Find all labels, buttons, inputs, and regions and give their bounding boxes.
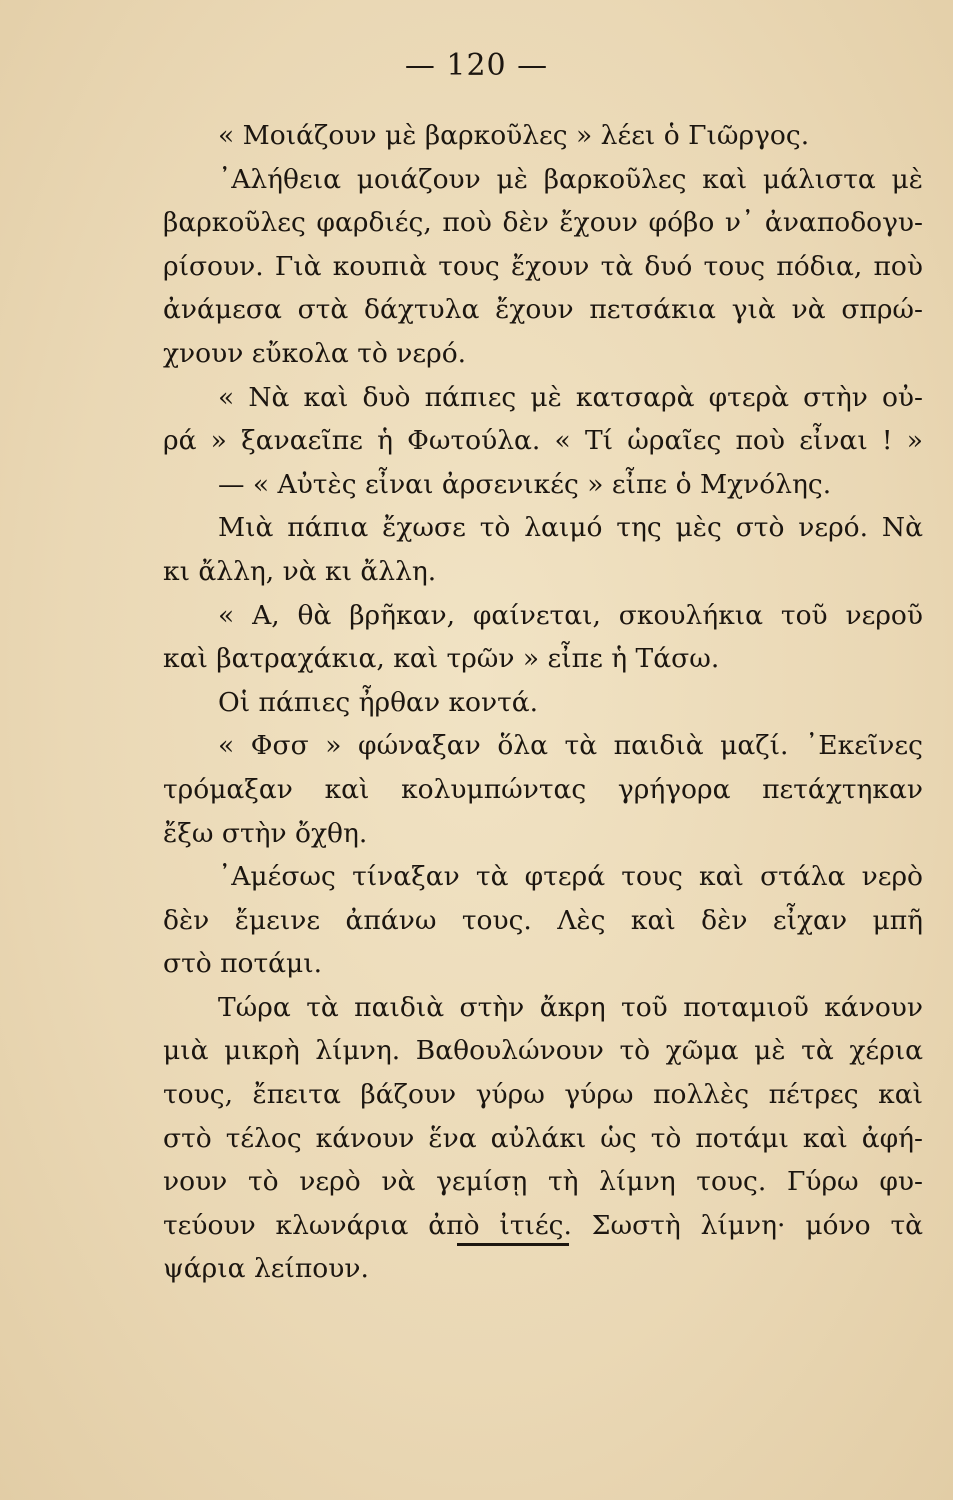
text-line: ἀνάμεσα στὰ δάχτυλα ἔχουν πετσάκια γιὰ νὰ σπρώ- [163,294,923,326]
text-line: δὲν ἔμεινε ἀπάνω τους. Λὲς καὶ δὲν εἶχαν μπῆ [163,904,923,936]
text-line: ρά » ξαναεῖπε ἡ Φωτούλα. « Τί ὡραῖες ποὺ εἶναι ! » [163,425,923,457]
text-line: στὸ τέλος κάνουν ἕνα αὐλάκι ὡς τὸ ποτάμι καὶ ἀφή- [163,1122,923,1154]
text-line: ψάρια λείπουν. [163,1253,369,1285]
text-line: στὸ ποτάμι. [163,948,323,980]
text-line: μιὰ μικρὴ λίμνη. Βαθουλώνουν τὸ χῶμα μὲ τὰ χέρια [163,1035,923,1067]
text-line: τρόμαξαν καὶ κολυμπώντας γρήγορα πετάχτηκαν [163,773,923,805]
page-number: — 120 — [404,48,549,83]
text-line: « Α, θὰ βρῆκαν, φαίνεται, σκουλήκια τοῦ νεροῦ [218,599,923,631]
text-line: « Μοιάζουν μὲ βαρκοῦλες » λέει ὁ Γιῶργος. [218,120,810,151]
text-line: νουν τὸ νερὸ νὰ γεμίσῃ τὴ λίμνη τους. Γύρω φυ- [163,1166,923,1198]
text-line: ρίσουν. Γιὰ κουπιὰ τους ἔχουν τὰ δυό τους πόδια, ποὺ [163,250,923,282]
text-line: τεύουν κλωνάρια ἀπὸ ἰτιές. Σωστὴ λίμνη· μόνο τὰ [163,1209,923,1241]
end-rule-divider [457,1243,569,1246]
text-line: χνουν εὔκολα τὸ νερό. [163,337,467,369]
text-line: Μιὰ πάπια ἔχωσε τὸ λαιμό της μὲς στὸ νερό. Νὰ [218,512,923,544]
text-line: τους, ἔπειτα βάζουν γύρω γύρω πολλὲς πέτρες καὶ [163,1079,923,1111]
text-line: ἔξω στὴν ὄχθη. [163,817,368,849]
text-line: βαρκοῦλες φαρδιές, ποὺ δὲν ἔχουν φόβο ν᾿ ἀναποδογυ- [163,207,923,239]
text-line: « Νὰ καὶ δυὸ πάπιες μὲ κατσαρὰ φτερὰ στὴν οὐ- [218,381,923,413]
text-line: κι ἄλλη, νὰ κι ἄλλη. [163,555,437,587]
text-line: ᾿Αλήθεια μοιάζουν μὲ βαρκοῦλες καὶ μάλιστα μὲ [218,163,923,195]
text-line: Τώρα τὰ παιδιὰ στὴν ἄκρη τοῦ ποταμιοῦ κάνουν [218,991,923,1023]
text-line: καὶ βατραχάκια, καὶ τρῶν » εἶπε ἡ Τάσω. [163,643,720,675]
text-line: — « Αὐτὲς εἶναι ἀρσενικές » εἶπε ὁ Μχνόλης. [218,468,832,500]
text-line: Οἱ πάπιες ἦρθαν κοντά. [218,686,539,718]
body-text [163,114,923,1291]
text-line: « Φσσ » φώναξαν ὅλα τὰ παιδιὰ μαζί. ᾿Εκεῖνες [218,730,923,762]
text-line: ᾿Αμέσως τίναξαν τὰ φτερά τους καὶ στάλα νερὸ [218,861,923,893]
